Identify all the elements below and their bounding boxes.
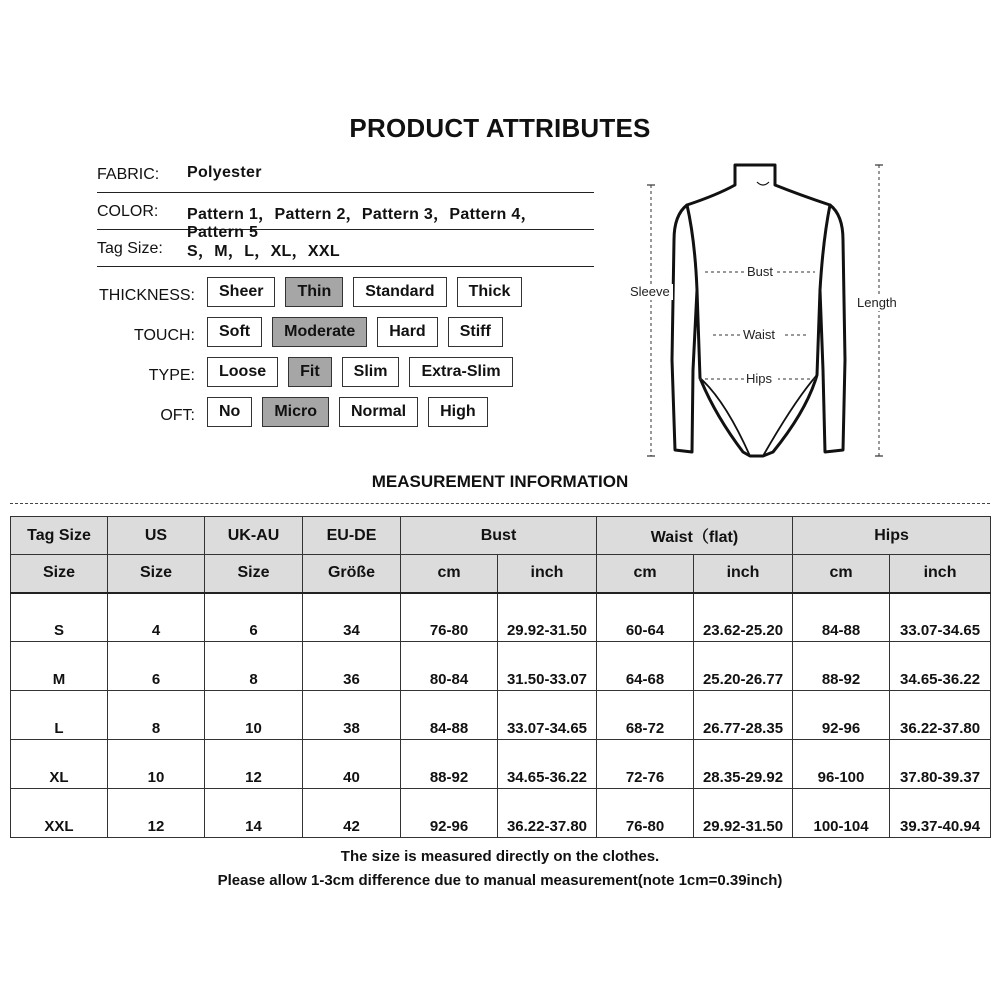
- table-cell: 12: [108, 789, 205, 838]
- option-label: TYPE:: [148, 367, 195, 384]
- subheader-cell: Size: [205, 555, 303, 593]
- note-measured: The size is measured directly on the clothes.: [340, 848, 660, 865]
- subheader-cell: cm: [793, 555, 890, 593]
- subheader-cell: Size: [108, 555, 205, 593]
- table-cell: 92-96: [401, 789, 498, 838]
- dashed-divider: [10, 503, 990, 504]
- table-cell: 64-68: [597, 642, 694, 691]
- table-cell: 88-92: [793, 642, 890, 691]
- table-cell: 23.62-25.20: [694, 593, 793, 642]
- option-chip-fit: Fit: [288, 357, 332, 387]
- header-cell: Tag Size: [11, 517, 108, 555]
- option-chip-sheer: Sheer: [207, 277, 275, 307]
- option-chip-slim: Slim: [342, 357, 400, 387]
- table-cell: 96-100: [793, 740, 890, 789]
- table-subheader-row: [11, 555, 991, 593]
- option-label: OFT:: [160, 407, 195, 424]
- table-row: [11, 642, 991, 691]
- subheader-cell: inch: [694, 555, 793, 593]
- option-chip-hard: Hard: [377, 317, 437, 347]
- table-cell: 4: [108, 593, 205, 642]
- table-cell: 14: [205, 789, 303, 838]
- table-cell: 8: [205, 642, 303, 691]
- attribute-key: Tag Size:: [97, 240, 163, 257]
- table-header-row: [11, 517, 991, 555]
- attribute-tag-size: [97, 230, 594, 267]
- attribute-value: S，M，L，XL，XXL: [187, 243, 340, 260]
- option-chip-thin: Thin: [285, 277, 343, 307]
- attribute-color: [97, 193, 594, 241]
- table-cell: 68-72: [597, 691, 694, 740]
- table-cell: 36.22-37.80: [890, 691, 991, 740]
- table-cell: 92-96: [793, 691, 890, 740]
- table-cell: 100-104: [793, 789, 890, 838]
- table-cell: 34.65-36.22: [890, 642, 991, 691]
- option-chip-normal: Normal: [339, 397, 418, 427]
- page-title: PRODUCT ATTRIBUTES: [349, 113, 651, 143]
- table-cell: 26.77-28.35: [694, 691, 793, 740]
- option-label: TOUCH:: [133, 327, 195, 344]
- table-cell: 12: [205, 740, 303, 789]
- table-cell: 76-80: [597, 789, 694, 838]
- option-chip-no: No: [207, 397, 252, 427]
- header-cell: UK-AU: [205, 517, 303, 555]
- table-cell: 10: [205, 691, 303, 740]
- header-cell: US: [108, 517, 205, 555]
- table-cell: 34.65-36.22: [498, 740, 597, 789]
- option-chips: [207, 357, 513, 387]
- table-cell: 84-88: [793, 593, 890, 642]
- option-chip-soft: Soft: [207, 317, 262, 347]
- table-cell: 28.35-29.92: [694, 740, 793, 789]
- table-cell: 76-80: [401, 593, 498, 642]
- waist-label: Waist: [743, 327, 776, 342]
- option-chip-thick: Thick: [457, 277, 523, 307]
- header-cell: Waist（flat): [597, 517, 793, 555]
- table-cell: 6: [205, 593, 303, 642]
- table-cell: M: [11, 642, 108, 691]
- size-table: [10, 516, 991, 838]
- note-difference: Please allow 1-3cm difference due to manual measurement(note 1cm=0.39inch): [217, 872, 783, 889]
- option-chip-standard: Standard: [353, 277, 446, 307]
- table-cell: 60-64: [597, 593, 694, 642]
- header-cell: EU-DE: [303, 517, 401, 555]
- table-cell: XXL: [11, 789, 108, 838]
- table-cell: 25.20-26.77: [694, 642, 793, 691]
- table-cell: L: [11, 691, 108, 740]
- table-cell: 10: [108, 740, 205, 789]
- table-cell: 72-76: [597, 740, 694, 789]
- hips-label: Hips: [746, 371, 773, 386]
- subheader-cell: Größe: [303, 555, 401, 593]
- table-cell: 36.22-37.80: [498, 789, 597, 838]
- option-chip-extra-slim: Extra-Slim: [409, 357, 512, 387]
- header-cell: Bust: [401, 517, 597, 555]
- table-cell: 29.92-31.50: [498, 593, 597, 642]
- bodysuit-diagram: [625, 160, 910, 460]
- option-chips: [207, 317, 503, 347]
- attribute-value: Polyester: [187, 164, 262, 181]
- option-chip-moderate: Moderate: [272, 317, 367, 347]
- subheader-cell: inch: [890, 555, 991, 593]
- table-cell: 8: [108, 691, 205, 740]
- table-cell: 38: [303, 691, 401, 740]
- table-cell: 88-92: [401, 740, 498, 789]
- subheader-cell: cm: [597, 555, 694, 593]
- option-chips: [207, 277, 522, 307]
- subheader-cell: cm: [401, 555, 498, 593]
- option-label: THICKNESS:: [98, 287, 195, 304]
- table-cell: 29.92-31.50: [694, 789, 793, 838]
- option-chip-stiff: Stiff: [448, 317, 503, 347]
- table-cell: 42: [303, 789, 401, 838]
- table-cell: 37.80-39.37: [890, 740, 991, 789]
- sleeve-label: Sleeve: [630, 284, 670, 299]
- attribute-value: Pattern 1，Pattern 2，Pattern 3，Pattern 4，Pattern 5: [187, 206, 537, 241]
- option-chip-high: High: [428, 397, 488, 427]
- table-cell: 31.50-33.07: [498, 642, 597, 691]
- table-cell: 34: [303, 593, 401, 642]
- bust-label: Bust: [747, 264, 774, 279]
- attribute-key: COLOR:: [97, 203, 159, 220]
- table-row: [11, 789, 991, 838]
- table-row: [11, 593, 991, 642]
- table-cell: 84-88: [401, 691, 498, 740]
- table-cell: S: [11, 593, 108, 642]
- option-chips: [207, 397, 488, 427]
- measurement-title: MEASUREMENT INFORMATION: [371, 472, 629, 491]
- table-cell: XL: [11, 740, 108, 789]
- table-row: [11, 740, 991, 789]
- table-cell: 39.37-40.94: [890, 789, 991, 838]
- subheader-cell: inch: [498, 555, 597, 593]
- attribute-key: FABRIC:: [97, 166, 160, 183]
- table-cell: 36: [303, 642, 401, 691]
- table-cell: 80-84: [401, 642, 498, 691]
- header-cell: Hips: [793, 517, 991, 555]
- option-chip-micro: Micro: [262, 397, 329, 427]
- attribute-fabric: [97, 156, 594, 193]
- option-chip-loose: Loose: [207, 357, 278, 387]
- length-label: Length: [857, 295, 897, 310]
- table-cell: 6: [108, 642, 205, 691]
- table-cell: 33.07-34.65: [890, 593, 991, 642]
- subheader-cell: Size: [11, 555, 108, 593]
- table-cell: 33.07-34.65: [498, 691, 597, 740]
- table-row: [11, 691, 991, 740]
- table-cell: 40: [303, 740, 401, 789]
